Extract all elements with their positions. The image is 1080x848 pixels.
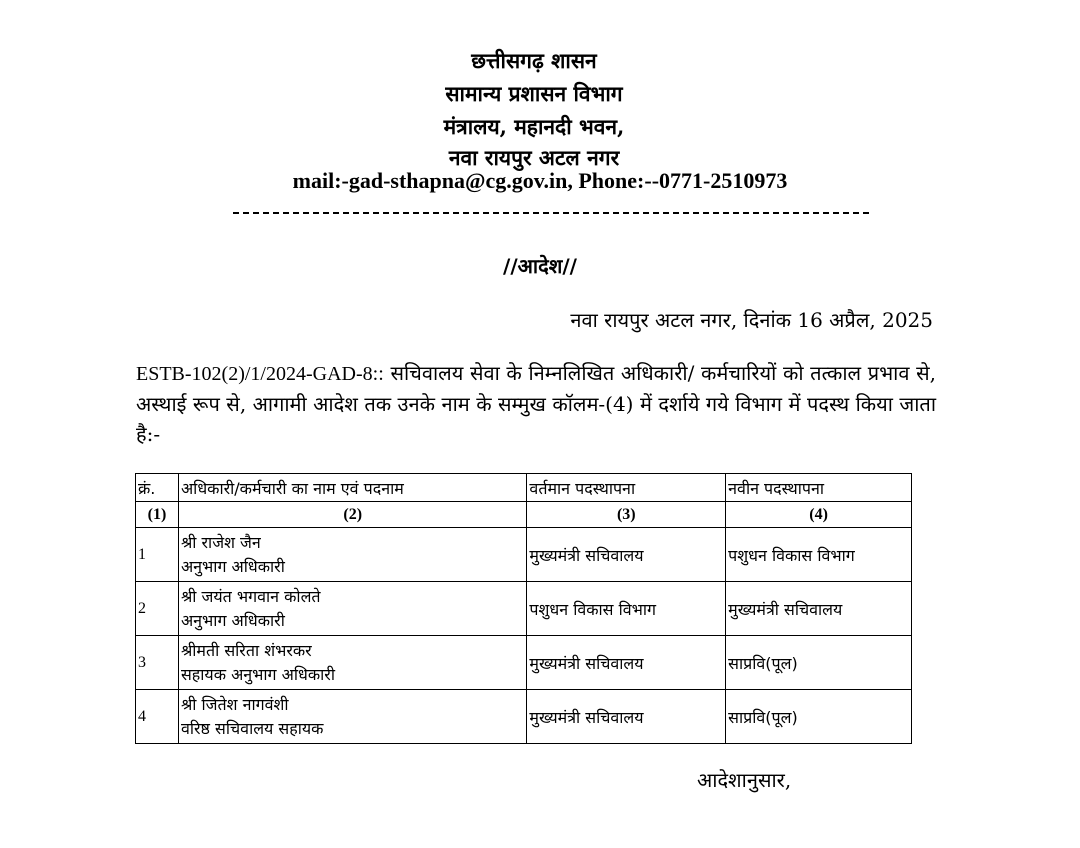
place-date: नवा रायपुर अटल नगर, दिनांक 16 अप्रैल, 2025 (570, 308, 933, 332)
employee-name: श्री राजेश जैन (180, 532, 261, 552)
header-name-designation: अधिकारी/कर्मचारी का नाम एवं पदनाम (178, 474, 526, 502)
employee-name: श्री जितेश नागवंशी (180, 694, 289, 714)
government-name: छत्तीसगढ़ शासन (471, 48, 597, 73)
employee-name: श्री जयंत भगवान कोलते (180, 586, 321, 606)
column-number: (1) (136, 502, 179, 528)
signoff: आदेशानुसार, (697, 768, 792, 792)
header-current-posting: वर्तमान पदस्थापना (527, 474, 726, 502)
employee-designation: अनुभाग अधिकारी (180, 610, 285, 630)
new-posting-cell: साप्रवि(पूल) (726, 690, 912, 744)
column-number-row (136, 502, 912, 528)
current-posting-cell: मुख्यमंत्री सचिवालय (527, 636, 726, 690)
serial-cell: 1 (136, 528, 179, 582)
office-city: नवा रायपुर अटल नगर (448, 145, 620, 170)
column-number: (3) (527, 502, 726, 528)
current-posting-cell: पशुधन विकास विभाग (527, 582, 726, 636)
name-cell (178, 636, 526, 690)
table-row (136, 636, 912, 690)
new-posting-cell: साप्रवि(पूल) (726, 636, 912, 690)
employee-designation: अनुभाग अधिकारी (180, 556, 285, 576)
column-number: (2) (178, 502, 526, 528)
name-cell (178, 528, 526, 582)
order-body-text: सचिवालय सेवा के निम्नलिखित अधिकारी/ कर्मचारियों को तत्काल प्रभाव से, अस्थाई रूप से, आगामी आदेश तक उनके नाम के सम्मुख कॉलम-(4) में दर्शाये गये विभाग में पदस्थ किया जाता है:- (136, 361, 937, 446)
employee-designation: वरिष्ठ सचिवालय सहायक (180, 718, 324, 738)
table-row (136, 528, 912, 582)
serial-cell: 4 (136, 690, 179, 744)
new-posting-cell: पशुधन विकास विभाग (726, 528, 912, 582)
header-divider (233, 212, 869, 214)
table-row (136, 582, 912, 636)
order-title: //आदेश// (503, 254, 577, 278)
table-row (136, 690, 912, 744)
current-posting-cell: मुख्यमंत्री सचिवालय (527, 690, 726, 744)
header-new-posting: नवीन पदस्थापना (726, 474, 912, 502)
employee-designation: सहायक अनुभाग अधिकारी (180, 664, 335, 684)
serial-cell: 3 (136, 636, 179, 690)
current-posting-cell: मुख्यमंत्री सचिवालय (527, 528, 726, 582)
new-posting-cell: मुख्यमंत्री सचिवालय (726, 582, 912, 636)
serial-cell: 2 (136, 582, 179, 636)
column-number: (4) (726, 502, 912, 528)
order-reference: ESTB-102(2)/1/2024-GAD-8:: (136, 363, 384, 385)
contact-line: mail:-gad-sthapna@cg.gov.in, Phone:--0771-2510973 (292, 168, 788, 193)
department-name: सामान्य प्रशासन विभाग (445, 81, 623, 106)
employee-name: श्रीमती सरिता शंभरकर (180, 640, 312, 660)
order-body (136, 358, 936, 449)
header-serial: क्रं. (136, 474, 179, 502)
table-header-row (136, 474, 912, 502)
office-building: मंत्रालय, महानदी भवन, (443, 114, 625, 139)
name-cell (178, 582, 526, 636)
name-cell (178, 690, 526, 744)
posting-table (135, 473, 912, 744)
